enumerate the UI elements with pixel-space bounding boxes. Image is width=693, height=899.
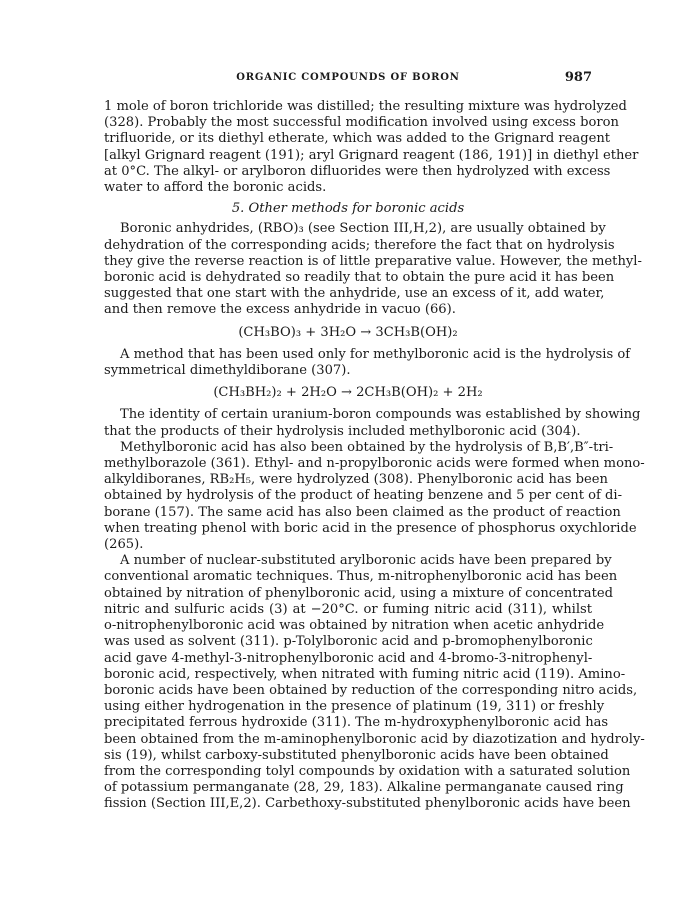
text-line: boronic acids have been obtained by reduction of the corresponding nitro acids, — [104, 682, 638, 698]
text-line: [alkyl Grignard reagent (191); aryl Grignard reagent (186, 191)] in diethyl ether — [104, 147, 639, 163]
text-line: suggested that one start with the anhydride, use an excess of it, add water, — [104, 286, 605, 302]
text-line: obtained by nitration of phenylboronic acid, using a mixture of concentrated — [104, 585, 614, 601]
text-line: boronic acid, respectively, when nitrated with fuming nitric acid (119). Amino- — [104, 666, 626, 682]
text-line: conventional aromatic techniques. Thus, m-nitrophenylboronic acid has been — [104, 569, 618, 585]
text-line: borane (157). The same acid has also been claimed as the product of reaction — [104, 504, 621, 520]
text-line: symmetrical dimethyldiborane (307). — [104, 363, 351, 379]
text-line: using either hydrogenation in the presence of platinum (19, 311) or freshly — [104, 699, 605, 715]
text-line: they give the reverse reaction is of little preparative value. However, the methyl- — [104, 253, 642, 269]
text-line: trifluoride, or its diethyl etherate, which was added to the Grignard reagent — [104, 131, 611, 147]
text-line: been obtained from the m-aminophenylboronic acid by diazotization and hydroly- — [104, 731, 645, 747]
text-line: acid gave 4-methyl-3-nitrophenylboronic acid and 4-bromo-3-nitrophenyl- — [104, 650, 593, 666]
text-line: dehydration of the corresponding acids; therefore the fact that on hydrolysis — [104, 237, 615, 253]
text-line: was used as solvent (311). p-Tolylboronic acid and p-bromophenylboronic — [104, 634, 593, 650]
paragraph-grignard — [104, 99, 639, 196]
text-line: precipitated ferrous hydroxide (311). The m-hydroxyphenylboronic acid has — [104, 715, 609, 731]
text-line: of potassium permanganate (28, 29, 183). Alkaline permanganate caused ring — [104, 780, 624, 796]
paragraph-dimethyldiborane — [104, 346, 631, 379]
paragraph-anhydrides — [104, 221, 642, 318]
text-line: when treating phenol with boric acid in the presence of phosphorus oxychloride — [104, 520, 637, 536]
text-line: alkyldiboranes, RB₂H₅, were hydrolyzed (308). Phenylboronic acid has been — [104, 472, 608, 488]
text-line: The identity of certain uranium-boron compounds was established by showing — [120, 407, 641, 423]
equation-diborane-hydrolysis: (CH₃BH₂)₂ + 2H₂O → 2CH₃B(OH)₂ + 2H₂ — [213, 385, 483, 401]
text-line: obtained by hydrolysis of the product of heating benzene and 5 per cent of di- — [104, 488, 623, 504]
body-text — [104, 99, 645, 813]
section-heading: 5. Other methods for boronic acids — [231, 201, 465, 217]
text-line: sis (19), whilst carboxy-substituted phenylboronic acids have been obtained — [104, 747, 609, 763]
text-line: boronic acid is dehydrated so readily that to obtain the pure acid it has been — [104, 270, 615, 286]
paragraph-methylboronic — [104, 439, 645, 553]
text-line: methylborazole (361). Ethyl- and n-propylboronic acids were formed when mono- — [104, 456, 645, 472]
text-line: Boronic anhydrides, (RBO)₃ (see Section III,H,2), are usually obtained by — [120, 221, 606, 237]
page-number: 987 — [564, 70, 592, 85]
text-line: that the products of their hydrolysis included methylboronic acid (304). — [104, 423, 581, 439]
running-head: ORGANIC COMPOUNDS OF BORON — [236, 72, 460, 83]
paragraph-nuclear-substituted — [104, 553, 645, 812]
text-line: and then remove the excess anhydride in vacuo (66). — [104, 302, 456, 318]
text-line: A number of nuclear-substituted arylboronic acids have been prepared by — [120, 553, 612, 569]
text-line: A method that has been used only for methylboronic acid is the hydrolysis of — [120, 346, 631, 362]
text-line: Methylboronic acid has also been obtained by the hydrolysis of B,B′,B″-tri- — [120, 439, 614, 455]
text-line: from the corresponding tolyl compounds by oxidation with a saturated solution — [104, 763, 631, 779]
text-line: water to afford the boronic acids. — [104, 180, 327, 196]
text-line: 1 mole of boron trichloride was distilled; the resulting mixture was hydrolyzed — [104, 99, 627, 114]
text-line: nitric and sulfuric acids (3) at −20°C. or fuming nitric acid (311), whilst — [104, 601, 592, 617]
text-line: (328). Probably the most successful modification involved using excess boron — [104, 115, 619, 131]
paragraph-uranium — [104, 407, 641, 439]
text-line: at 0°C. The alkyl- or arylboron difluorides were then hydrolyzed with excess — [104, 163, 611, 179]
text-line: (265). — [104, 537, 144, 553]
text-line: o-nitrophenylboronic acid was obtained by nitration when acetic anhydride — [104, 618, 605, 634]
page-header — [104, 72, 592, 88]
text-line: fission (Section III,E,2). Carbethoxy-substituted phenylboronic acids have been — [104, 796, 631, 812]
equation-anhydride-hydrolysis: (CH₃BO)₃ + 3H₂O → 3CH₃B(OH)₂ — [238, 324, 458, 340]
